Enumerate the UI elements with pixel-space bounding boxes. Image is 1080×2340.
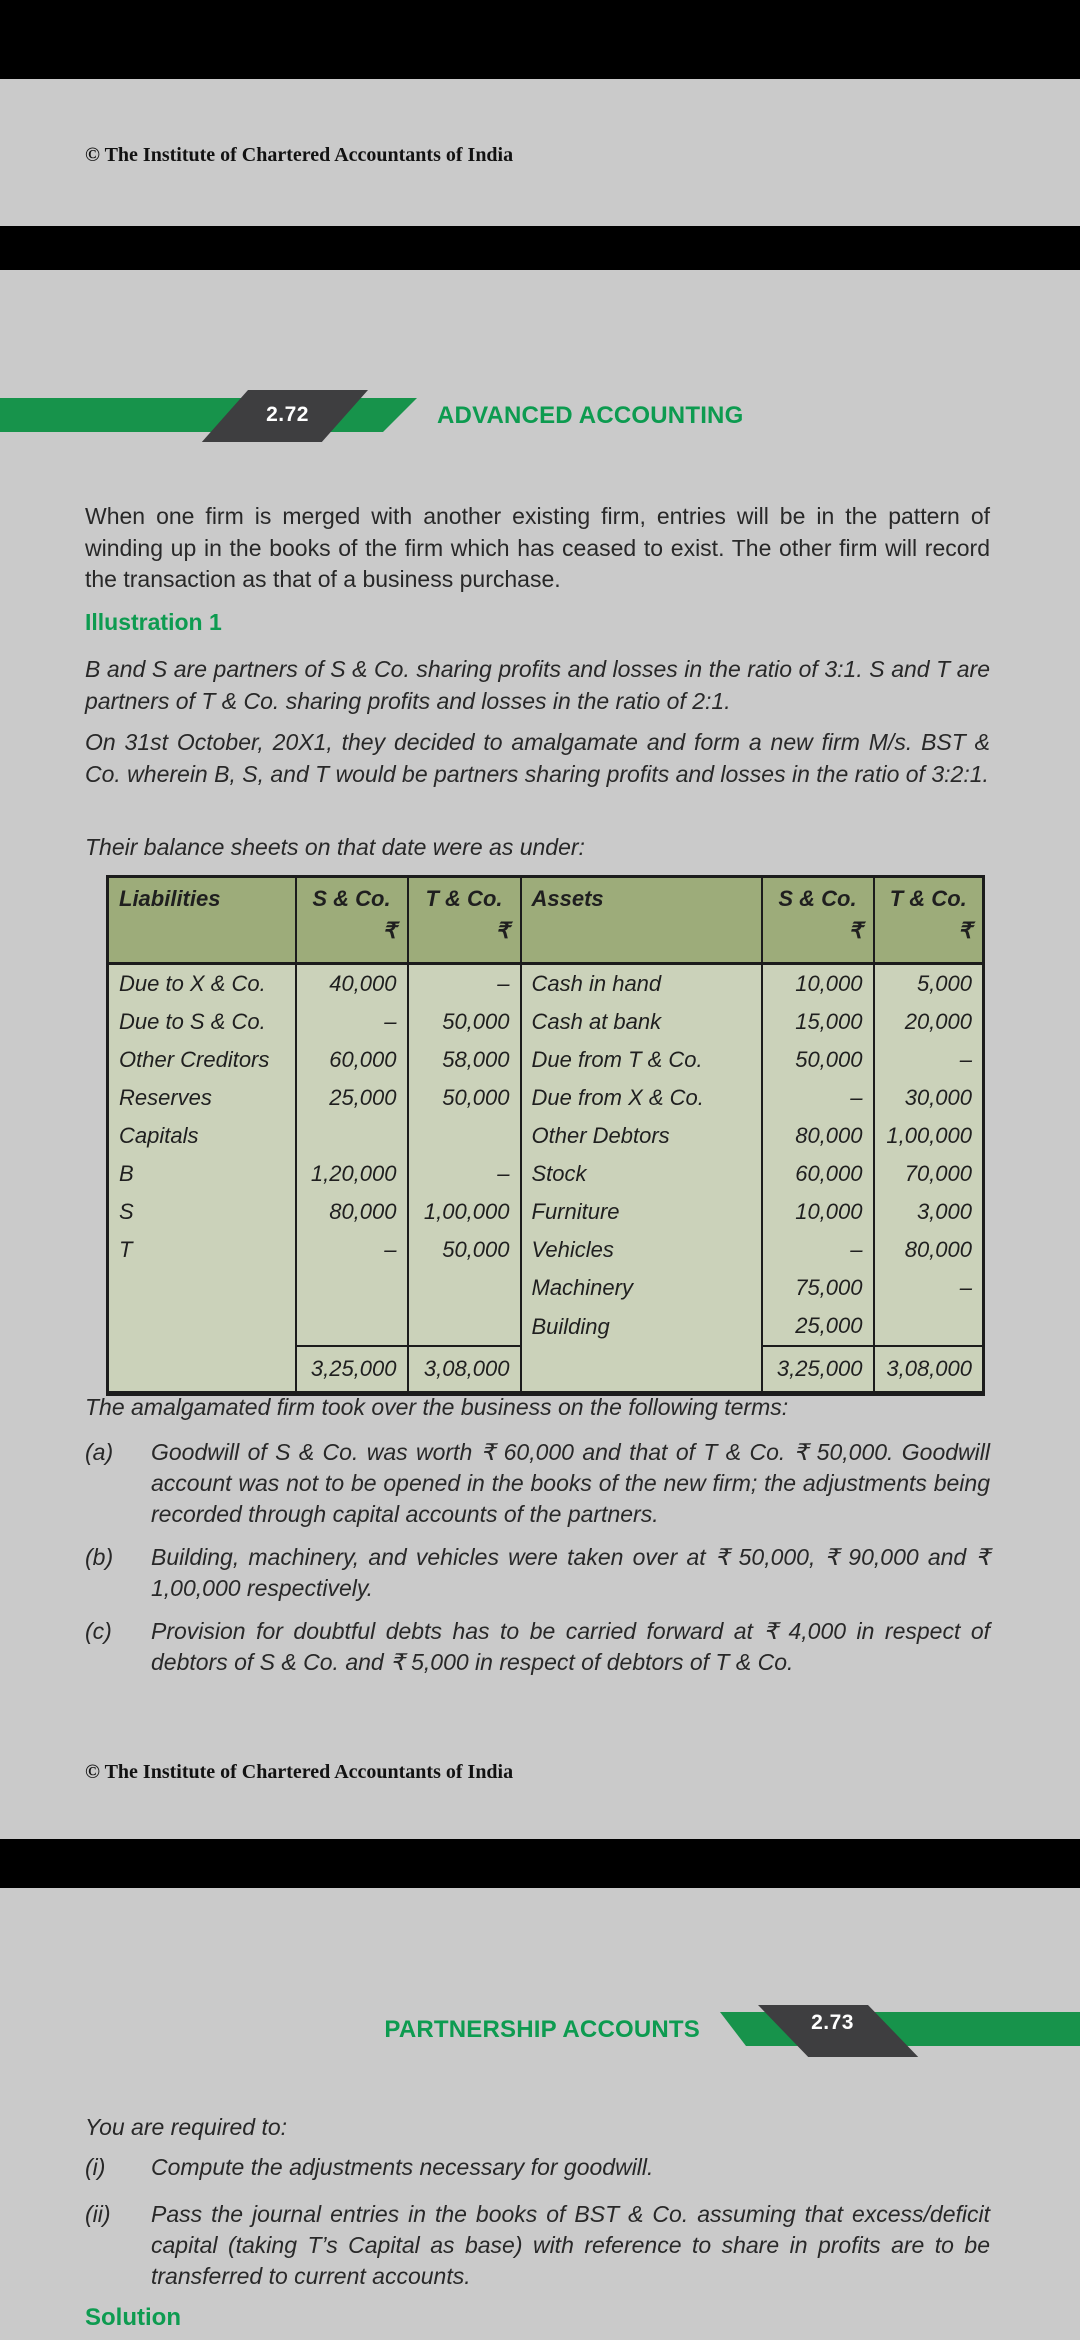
page-separator-bar-2 — [0, 1839, 1080, 1888]
table-row — [108, 1117, 984, 1155]
table-row — [108, 1155, 984, 1193]
solution-heading: Solution — [85, 2304, 181, 2331]
col-header-t-co-assets: T & Co. ₹ — [874, 877, 984, 964]
table-cell: Due from X & Co. — [521, 1079, 762, 1117]
page1-number: 2.72 — [266, 403, 309, 426]
table-row — [108, 1307, 984, 1346]
paragraph-balance-sheets: Their balance sheets on that date were as under: — [85, 834, 585, 860]
table-cell — [874, 1307, 984, 1346]
copyright-line-top: © The Institute of Chartered Accountants of India — [85, 144, 514, 166]
table-totals-row — [108, 1346, 984, 1394]
list-text: Pass the journal entries in the books of BST & Co. assuming that excess/deficit capital (taking T’s Capital as base) with reference to share in profits are to be transferred to current accounts. — [151, 2201, 990, 2289]
page1-header-band — [0, 398, 420, 432]
table-cell: 58,000 — [408, 1041, 521, 1079]
total-cell: 3,08,000 — [408, 1346, 521, 1394]
table-row — [108, 1269, 984, 1307]
table-cell: B — [119, 1161, 134, 1186]
table-cell: – — [408, 1155, 521, 1193]
rupee-symbol: ₹ — [958, 918, 972, 943]
page2-number: 2.73 — [811, 2011, 854, 2034]
table-cell — [521, 1346, 762, 1394]
table-cell: – — [874, 1269, 984, 1307]
required-item-i — [85, 2152, 990, 2183]
table-cell: Due to S & Co. — [119, 1009, 266, 1034]
table-cell: 40,000 — [296, 964, 408, 1004]
table-cell: 50,000 — [408, 1003, 521, 1041]
table-cell: 25,000 — [762, 1307, 874, 1346]
table-cell: Other Creditors — [119, 1047, 270, 1072]
table-cell: Reserves — [119, 1085, 212, 1110]
table-cell: T — [119, 1237, 133, 1262]
page-separator-bar — [0, 226, 1080, 270]
table-cell — [108, 1269, 296, 1307]
table-row — [108, 1041, 984, 1079]
table-cell: Stock — [521, 1155, 762, 1193]
table-cell: 60,000 — [296, 1041, 408, 1079]
top-letterbox-bar — [0, 0, 1080, 79]
table-cell: 50,000 — [762, 1041, 874, 1079]
table-cell: Due from T & Co. — [521, 1041, 762, 1079]
table-cell: Vehicles — [521, 1231, 762, 1269]
table-cell: Cash at bank — [521, 1003, 762, 1041]
list-marker: (b) — [85, 1544, 114, 1570]
list-text: Compute the adjustments necessary for goodwill. — [151, 2154, 654, 2180]
term-item-a — [85, 1437, 990, 1530]
copyright-line-page1: © The Institute of Chartered Accountants of India — [85, 1761, 514, 1783]
table-cell: 80,000 — [874, 1231, 984, 1269]
rupee-symbol: ₹ — [495, 918, 510, 943]
col-header-s-co-liab: S & Co. ₹ — [296, 877, 408, 964]
table-cell — [408, 1307, 521, 1346]
table-cell: 25,000 — [296, 1079, 408, 1117]
table-cell — [296, 1117, 408, 1155]
list-text: Building, machinery, and vehicles were taken over at ₹ 50,000, ₹ 90,000 and ₹ 1,00,000 respectively. — [151, 1544, 990, 1601]
table-cell: 50,000 — [408, 1079, 521, 1117]
table-cell: Furniture — [521, 1193, 762, 1231]
list-marker: (c) — [85, 1618, 112, 1644]
list-marker: (a) — [85, 1439, 114, 1465]
intro-paragraph: When one firm is merged with another existing firm, entries will be in the pattern of winding up in the books of the firm which has ceased to exist. The other firm will record the transaction as that of a business purchase. — [85, 503, 990, 592]
table-row — [108, 1231, 984, 1269]
total-cell: 3,25,000 — [762, 1346, 874, 1394]
table-cell: 10,000 — [762, 1193, 874, 1231]
table-cell: 50,000 — [408, 1231, 521, 1269]
required-item-ii — [85, 2199, 990, 2292]
table-cell: Building — [521, 1307, 762, 1346]
table-row — [108, 1003, 984, 1041]
table-cell — [108, 1346, 296, 1394]
table-cell: 1,00,000 — [408, 1193, 521, 1231]
total-cell: 3,25,000 — [296, 1346, 408, 1394]
table-cell: Other Debtors — [521, 1117, 762, 1155]
table-cell: 1,00,000 — [874, 1117, 984, 1155]
balance-sheet-table — [106, 875, 985, 1396]
table-cell: – — [874, 1041, 984, 1079]
col-header-assets: Assets — [521, 877, 762, 964]
table-cell: – — [762, 1079, 874, 1117]
table-cell: 1,20,000 — [296, 1155, 408, 1193]
page2-chapter-title: PARTNERSHIP ACCOUNTS — [384, 2016, 700, 2043]
total-cell: 3,08,000 — [874, 1346, 984, 1394]
table-cell: 80,000 — [762, 1117, 874, 1155]
table-row — [108, 1193, 984, 1231]
list-marker: (ii) — [85, 2201, 111, 2227]
table-cell: 5,000 — [874, 964, 984, 1004]
table-cell: – — [408, 964, 521, 1004]
term-item-b — [85, 1542, 990, 1604]
table-cell: Capitals — [119, 1123, 199, 1148]
table-cell: Cash in hand — [521, 964, 762, 1004]
paragraph-amalgamate: On 31st October, 20X1, they decided to amalgamate and form a new firm M/s. BST & Co. wherein B, S, and T would be partners sharing profits and losses in the ratio of 3:2:1. — [85, 729, 990, 787]
table-header-row — [108, 877, 984, 964]
table-cell: 20,000 — [874, 1003, 984, 1041]
table-cell: – — [296, 1003, 408, 1041]
table-cell: Due to X & Co. — [119, 971, 266, 996]
table-cell: 60,000 — [762, 1155, 874, 1193]
rupee-symbol: ₹ — [848, 918, 863, 943]
table-cell: 30,000 — [874, 1079, 984, 1117]
table-cell: 75,000 — [762, 1269, 874, 1307]
paragraph-partners: B and S are partners of S & Co. sharing profits and losses in the ratio of 3:1. S and T are partners of T & Co. sharing profits and losses in the ratio of 2:1. — [85, 656, 990, 714]
col-header-t-co-liab: T & Co. ₹ — [408, 877, 521, 964]
term-item-c — [85, 1616, 990, 1678]
list-marker: (i) — [85, 2154, 106, 2180]
table-cell: Machinery — [521, 1269, 762, 1307]
list-text: Provision for doubtful debts has to be carried forward at ₹ 4,000 in respect of debtors of S & Co. and ₹ 5,000 in respect of debtors of T & Co. — [151, 1618, 990, 1675]
table-cell — [296, 1307, 408, 1346]
page1-chapter-title: ADVANCED ACCOUNTING — [437, 402, 744, 429]
table-cell: 10,000 — [762, 964, 874, 1004]
table-cell: 3,000 — [874, 1193, 984, 1231]
table-cell: – — [762, 1231, 874, 1269]
table-cell: S — [119, 1199, 134, 1224]
terms-intro: The amalgamated firm took over the business on the following terms: — [85, 1394, 789, 1420]
table-cell: 70,000 — [874, 1155, 984, 1193]
table-cell — [296, 1269, 408, 1307]
table-cell — [108, 1307, 296, 1346]
table-row — [108, 964, 984, 1004]
col-header-s-co-assets: S & Co. ₹ — [762, 877, 874, 964]
table-cell — [408, 1269, 521, 1307]
rupee-symbol: ₹ — [382, 918, 397, 943]
table-cell — [408, 1117, 521, 1155]
illustration-heading: Illustration 1 — [85, 609, 222, 635]
table-row — [108, 1079, 984, 1117]
list-text: Goodwill of S & Co. was worth ₹ 60,000 and that of T & Co. ₹ 50,000. Goodwill account was not to be opened in the books of the new firm; the adjustments being recorded through capital accounts of the partners. — [151, 1439, 990, 1527]
col-header-liabilities: Liabilities — [108, 877, 296, 964]
table-cell: 80,000 — [296, 1193, 408, 1231]
table-cell: 15,000 — [762, 1003, 874, 1041]
table-cell: – — [296, 1231, 408, 1269]
required-intro: You are required to: — [85, 2114, 288, 2140]
